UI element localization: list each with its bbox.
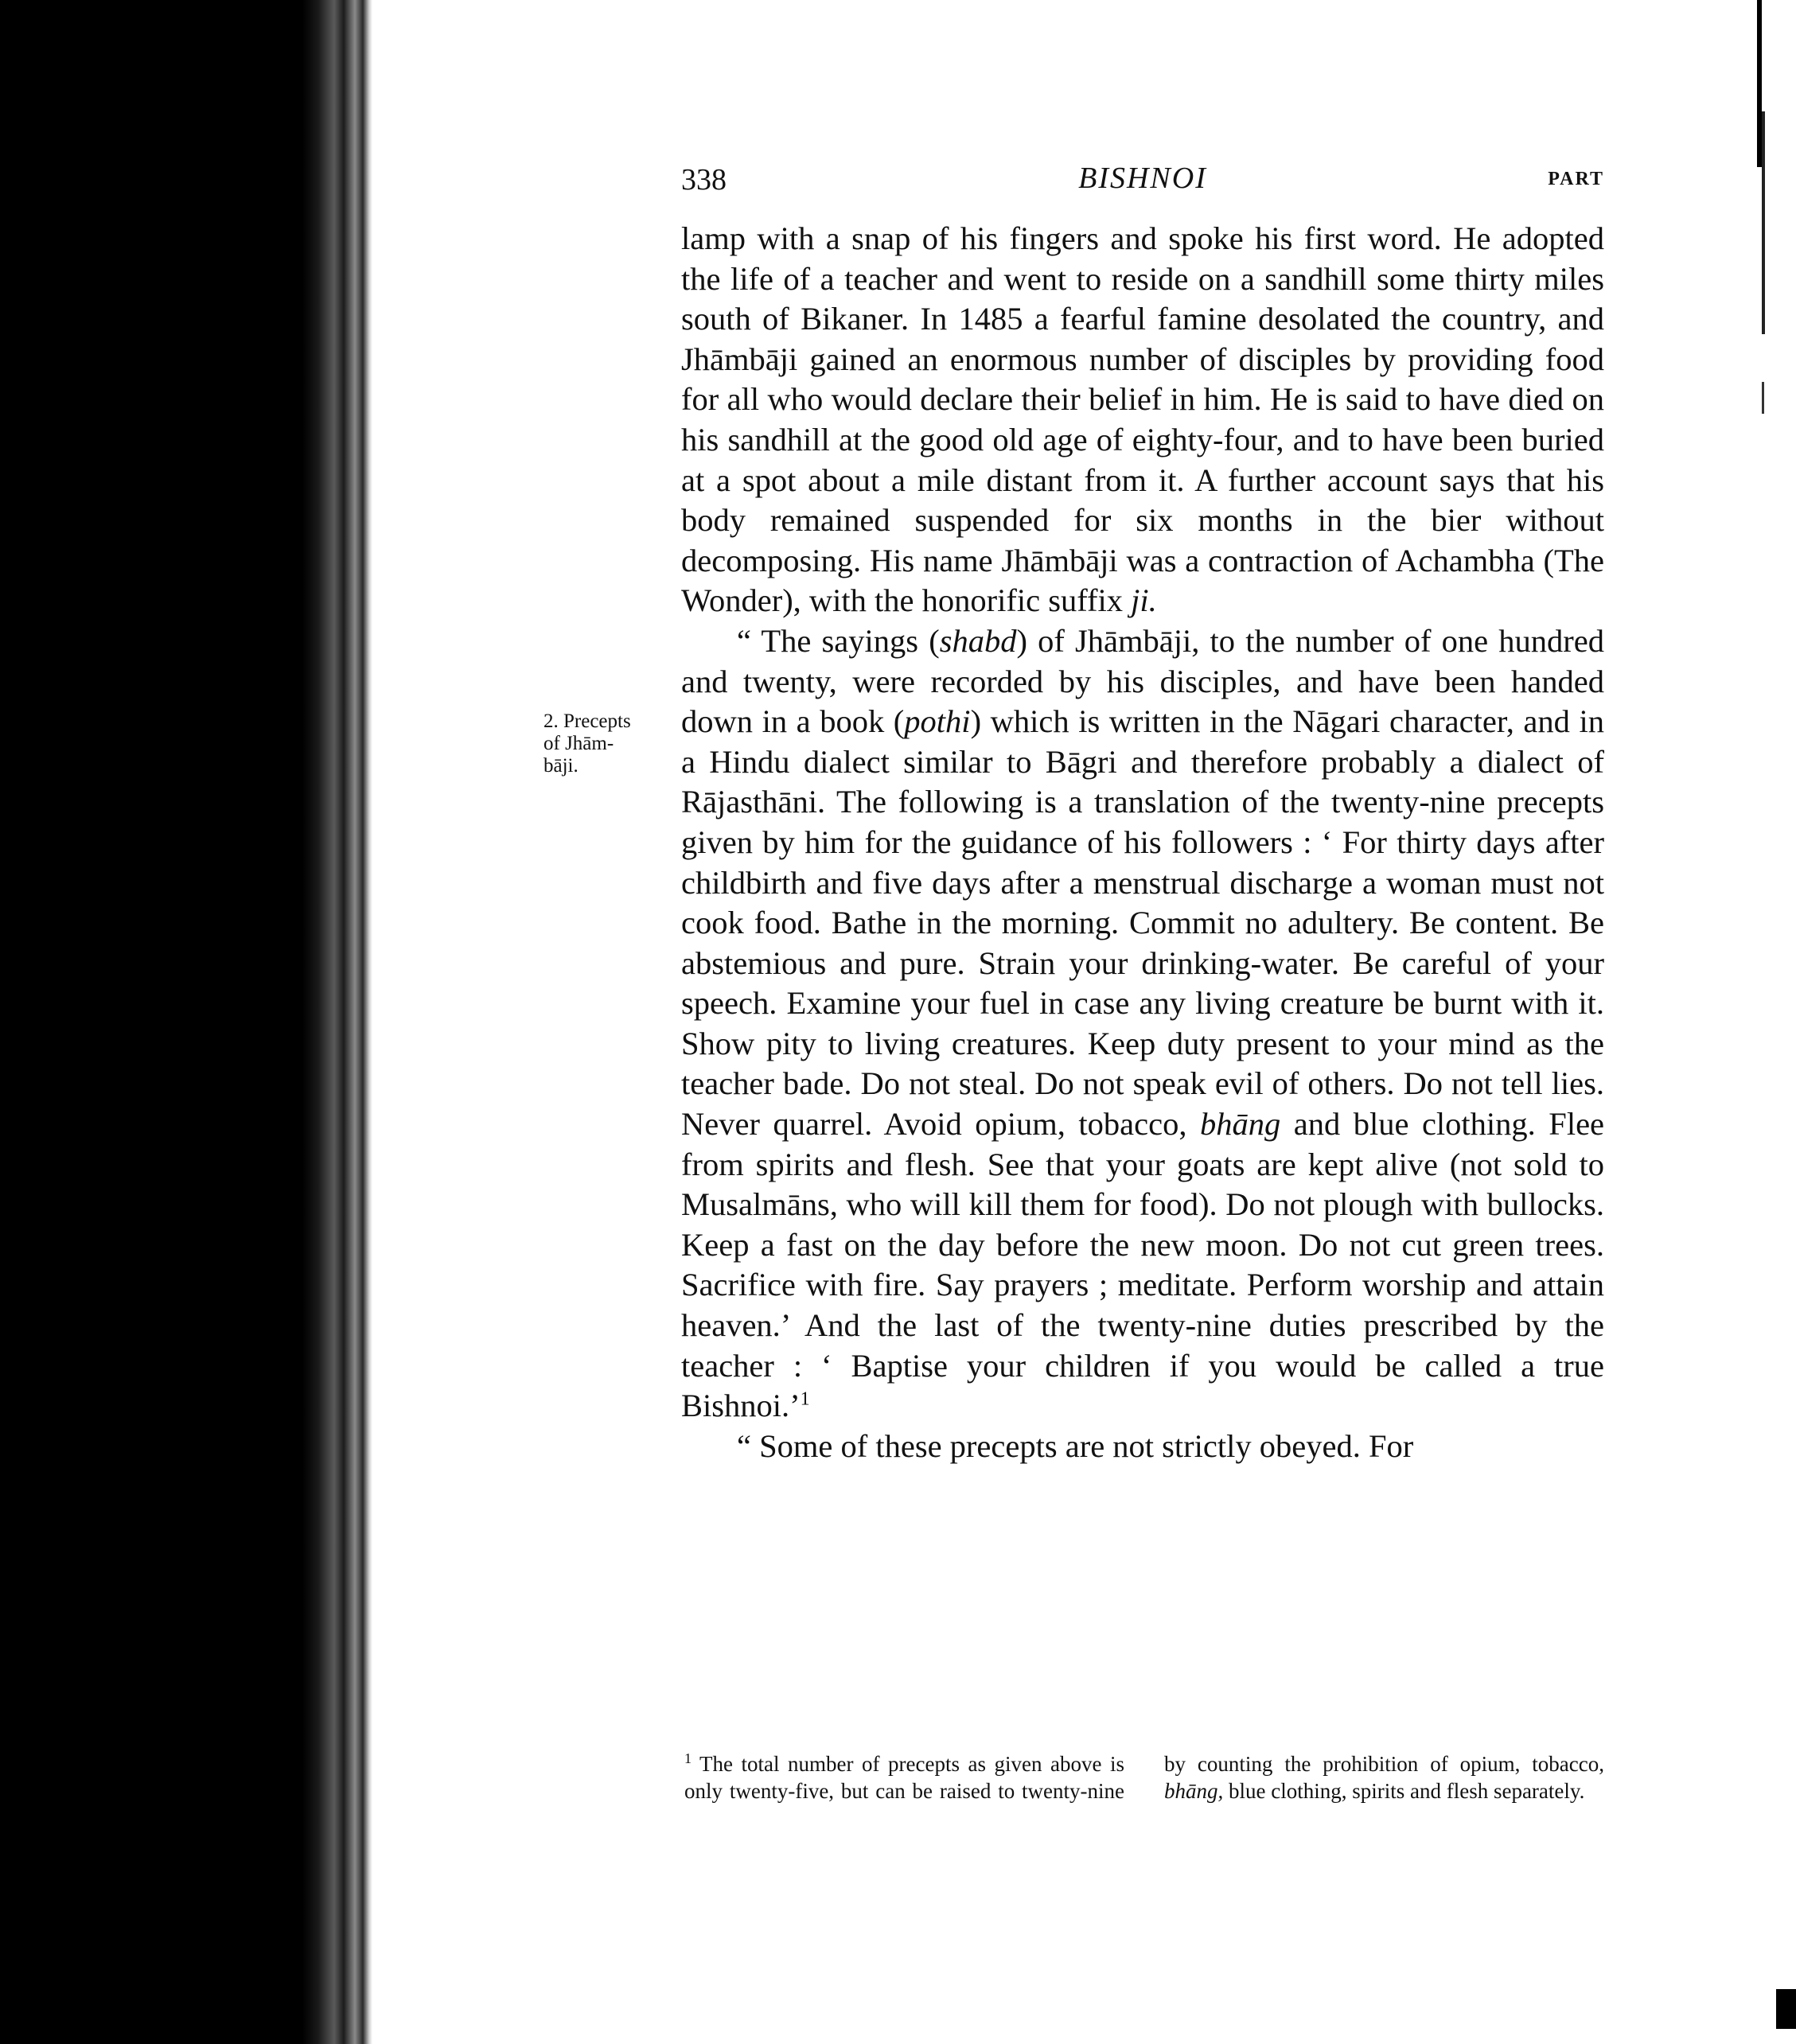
body-text xyxy=(681,219,1604,1466)
italic-term: shabd xyxy=(939,622,1017,659)
paragraph-3 xyxy=(681,1427,1604,1467)
italic-term: ji. xyxy=(1131,582,1157,619)
footnote-reference: 1 xyxy=(800,1388,810,1410)
margin-note-line: 2. Precepts xyxy=(543,711,631,732)
running-title: BISHNOI xyxy=(1078,162,1207,195)
scan-edge-mark xyxy=(1762,111,1765,334)
footnotes xyxy=(684,1750,1604,1805)
page-header xyxy=(681,159,1604,207)
scan-corner-mark xyxy=(1776,1989,1796,2029)
margin-note-line: bāji. xyxy=(543,755,579,777)
paragraph-text: lamp with a snap of his fingers and spoke his first word. He adopted the life of a teacher and went to reside on a sandhill some thirty miles south of Bikaner. In 1485 a fearful famine desolated the country, and Jhāmbāji gained an enormous number of disciples by providing food for all who would declare their belief in him. He is said to have died on his sandhill at the good old age of eighty-four, and to have been buried at a spot about a mile distant from it. A further account says that his body remained suspended for six months in the bier without decomposing. His name Jhāmbāji was a contraction of Achambha (The Wonder), with the honorific suffix xyxy=(681,220,1604,619)
part-label: PART xyxy=(1548,169,1604,189)
paragraph-text: “ Some of these precepts are not strictly obeyed. For xyxy=(737,1427,1414,1464)
italic-term: bhāng xyxy=(1199,1106,1281,1143)
page-number: 338 xyxy=(681,163,727,197)
italic-term: pothi xyxy=(904,703,971,740)
italic-term: bhāng, xyxy=(1164,1779,1224,1803)
footnote-text: blue clothing, spirits and flesh separately. xyxy=(1229,1779,1585,1803)
paragraph-text: “ The sayings ( xyxy=(737,622,940,659)
paragraph-1 xyxy=(681,219,1604,621)
footnote-marker: 1 xyxy=(684,1750,692,1766)
scan-edge-mark xyxy=(1762,382,1764,414)
paragraph-text: ) which is written in the Nāgari character, and in a Hindu dialect similar to Bāgri and therefore probably a dialect of Rājasthāni. The following is a translation of the twenty-nine precepts given by him for the guidance of his followers : ‘ For thirty days after childbirth and five days after a menstrual discharge a woman must not cook food. Bathe in the morning. Commit no adultery. Be content. Be abstemious and pure. Strain your drinking-water. Be careful of your speech. Examine your fuel in case any living creature be burnt with it. Show pity to living creatures. Keep duty present to your mind as the teacher bade. Do not steal. Do not speak evil of others. Do not tell lies. Never quarrel. Avoid opium, tobacco, xyxy=(681,703,1604,1143)
footnote-text: The total number of precepts as given above is only twenty-five, but can be raised to twenty-nine by counting the prohibition of opium, tobacco, xyxy=(684,1752,1604,1803)
margin-note xyxy=(543,711,671,777)
paragraph-2 xyxy=(681,621,1604,1427)
paragraph-text: and blue clothing. Flee from spirits and flesh. See that your goats are kept alive (not sold to Musalmāns, who will kill them for food). Do not plough with bullocks. Keep a fast on the day before the new moon. Do not cut green trees. Sacrifice with fire. Say prayers ; meditate. Perform worship and attain heaven.’ And the last of the twenty-nine duties prescribed by the teacher : ‘ Baptise your children if you would be called a true Bishnoi.’ xyxy=(681,1106,1605,1424)
margin-note-line: of Jhām- xyxy=(543,733,614,754)
paragraph-text: ) of Jhāmbāji, to the number of one hundred and twenty, were recorded by his disciples, and have been handed down in a book ( xyxy=(681,622,1604,740)
scan-gutter-shadow xyxy=(0,0,372,2044)
